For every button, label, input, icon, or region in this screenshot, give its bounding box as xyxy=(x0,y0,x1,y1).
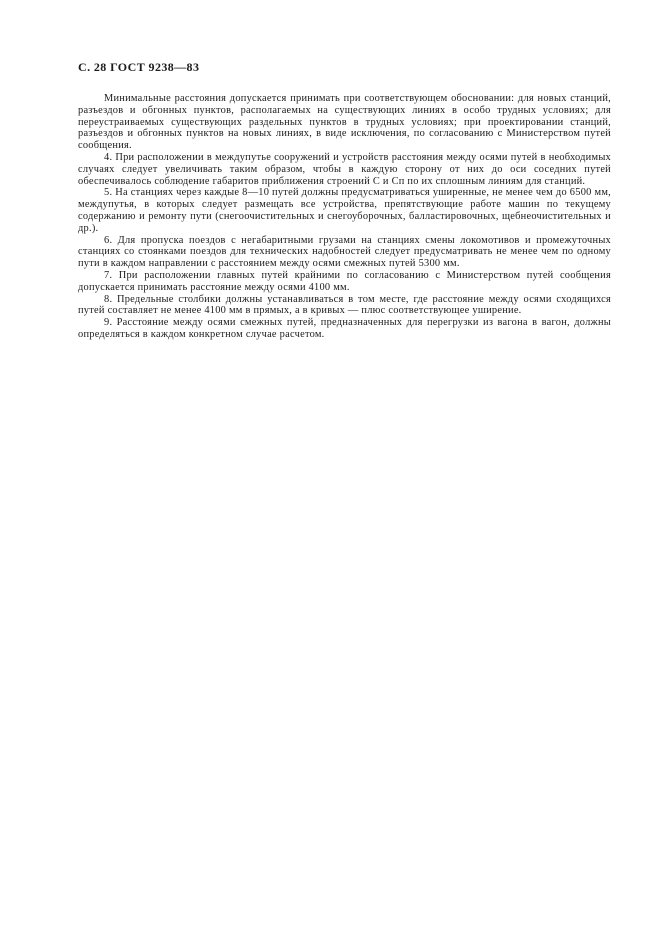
paragraph-item-4: 4. При расположении в междупутье сооружений и устройств расстояния между осями путей в необходимых случаях следует увеличивать таким образом, чтобы в каждую сторону от них до оси соседних путей обеспечивалось соблюдение габаритов приближения строений С и Сп по их сплошным линиям для станций. xyxy=(78,151,611,187)
paragraph-item-6: 6. Для пропуска поездов с негабаритными грузами на станциях смены локомотивов и промежуточных станциях со стоянками поездов для технических надобностей следует предусматривать не менее чем по одному пути в каждом направлении с расстоянием между осями смежных путей 5300 мм. xyxy=(78,234,611,270)
paragraph-item-8: 8. Предельные столбики должны устанавливаться в том месте, где расстояние между осями сходящихся путей составляет не менее 4100 мм в прямых, а в кривых — плюс соответствующее уширение. xyxy=(78,293,611,317)
paragraph-item-5: 5. На станциях через каждые 8—10 путей должны предусматриваться уширенные, не менее чем до 6500 мм, междупутья, в которых следует размещать все устройства, препятствующие работе машин по текущему содержанию и ремонту пути (снегоочистительных и снегоуборочных, балластировочных, щебнеочистительных и др.). xyxy=(78,187,611,234)
page-header: С. 28 ГОСТ 9238—83 xyxy=(78,60,200,74)
document-body xyxy=(78,93,611,341)
paragraph-item-9: 9. Расстояние между осями смежных путей, предназначенных для перегрузки из вагона в вагон, должны определяться в каждом конкретном случае расчетом. xyxy=(78,317,611,340)
paragraph-intro: Минимальные расстояния допускается принимать при соответствующем обосновании: для новых станций, разъездов и обгонных пунктов, располагаемых на существующих линиях в особо трудных условиях; для переустраиваемых существующих раздельных пунктов в трудных условиях; при проектировании станций, разъездов и обгонных пунктов на новых линиях, в виде исключения, по согласованию с Министерством путей сообщения. xyxy=(78,93,611,152)
paragraph-item-7: 7. При расположении главных путей крайними по согласованию с Министерством путей сообщения допускается принимать расстояние между осями 4100 мм. xyxy=(78,269,611,293)
